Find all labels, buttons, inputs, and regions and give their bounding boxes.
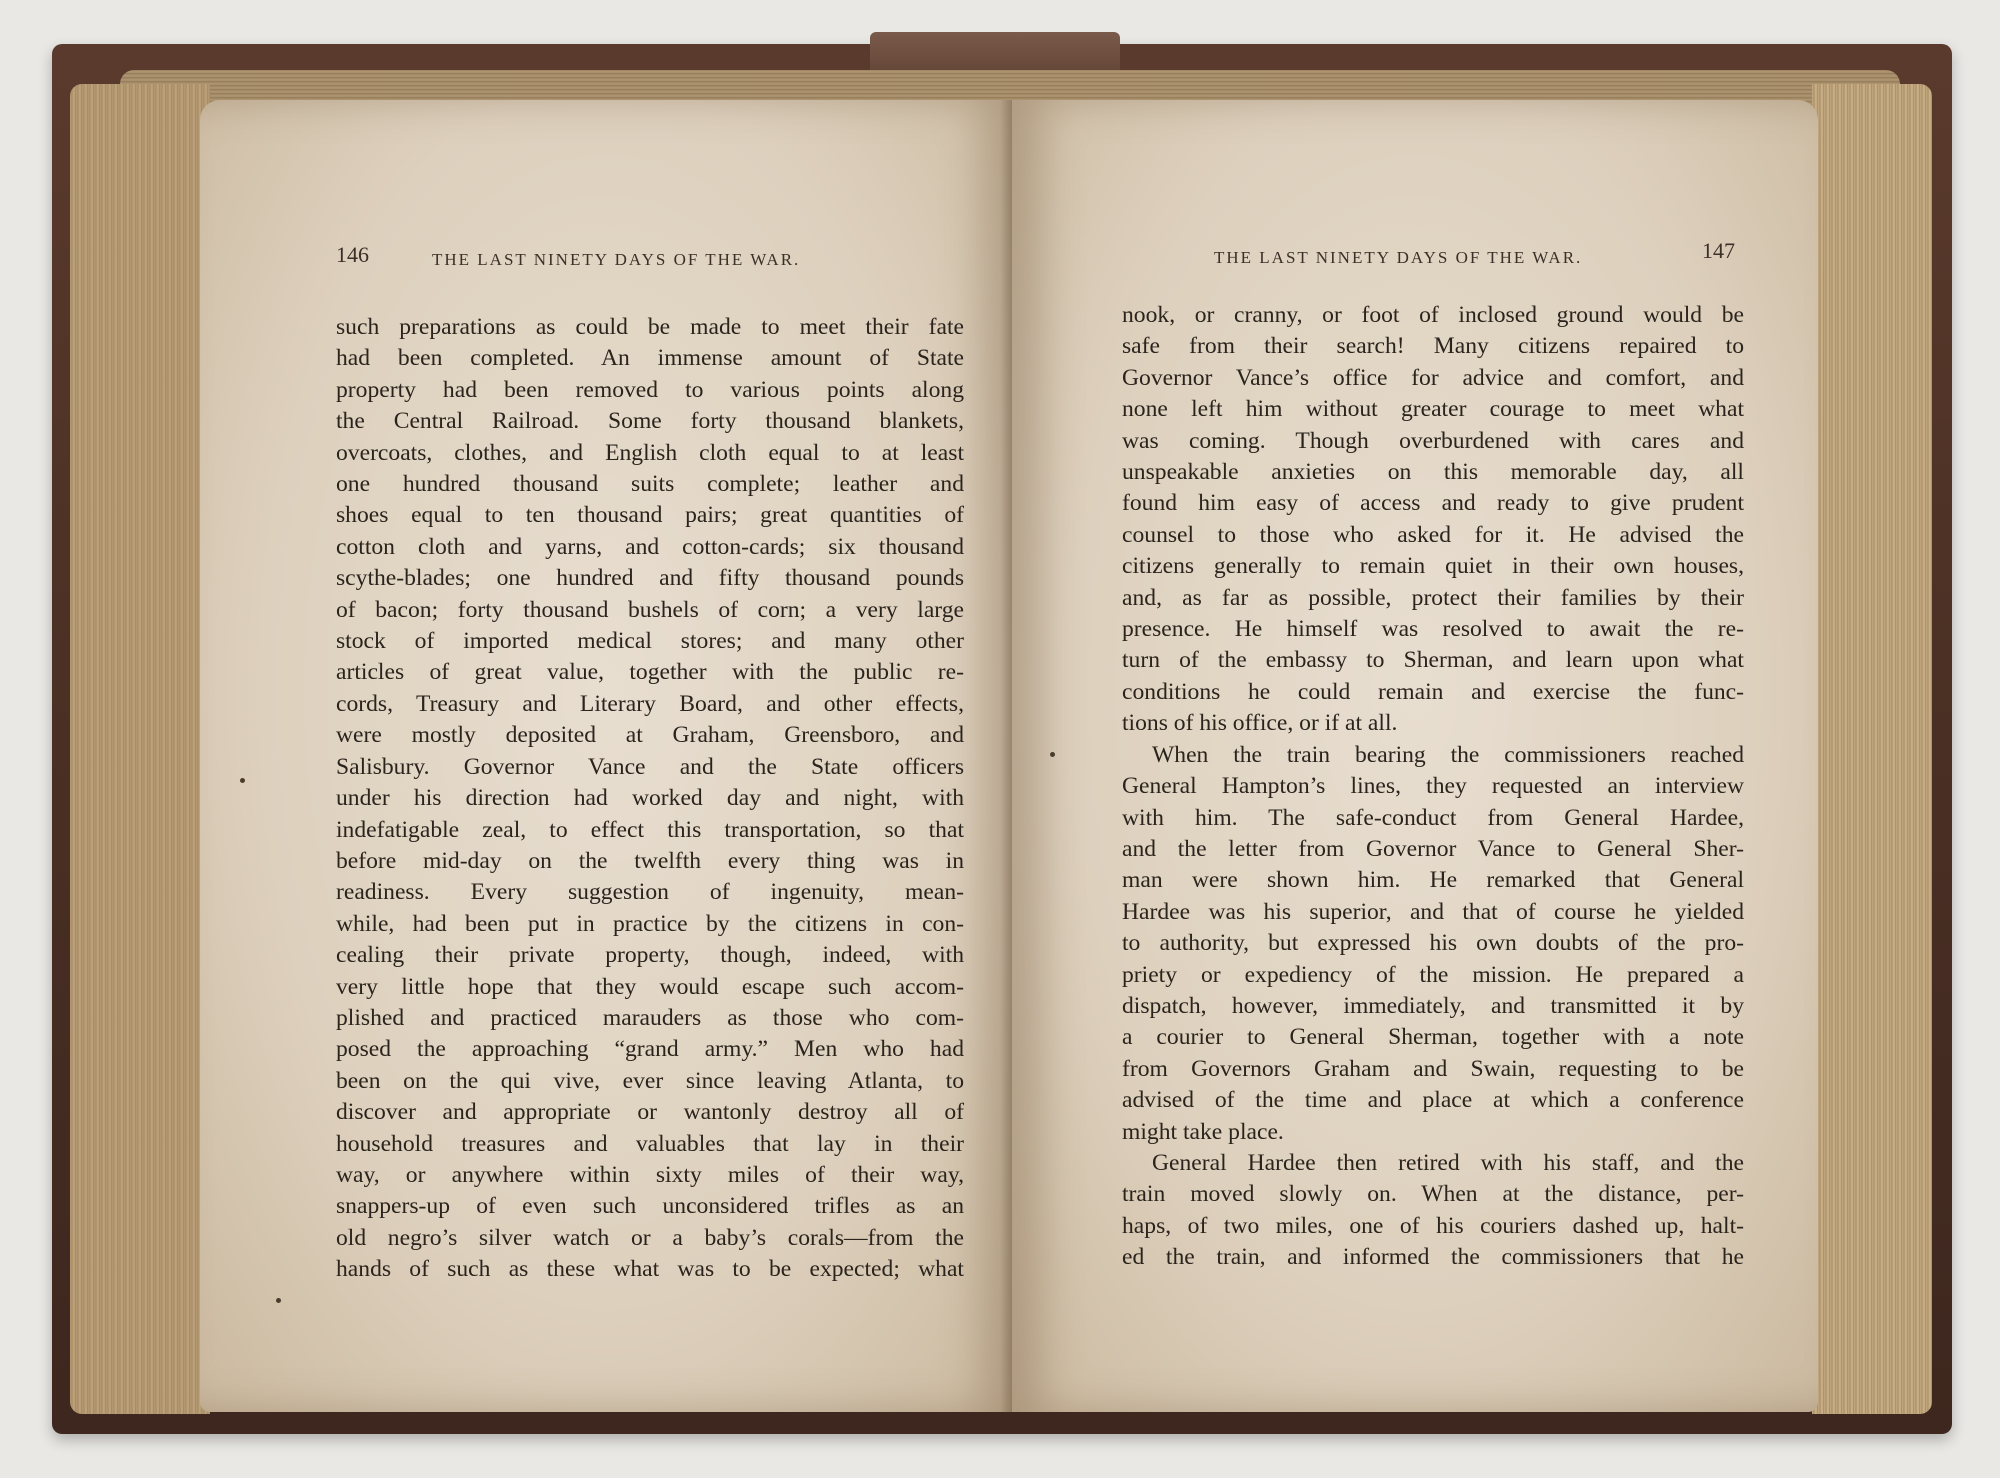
text-line: unspeakable anxieties on this memorable day, all xyxy=(1122,459,1744,486)
text-line: advised of the time and place at which a conference xyxy=(1122,1087,1744,1114)
text-line: way, or anywhere within sixty miles of their way, xyxy=(336,1161,964,1188)
text-line: might take place. xyxy=(1122,1118,1284,1145)
text-line: ed the train, and informed the commissioners that he xyxy=(1122,1244,1744,1271)
text-line: with him. The safe-conduct from General Hardee, xyxy=(1122,804,1744,831)
text-line: Salisbury. Governor Vance and the State officers xyxy=(336,753,964,780)
text-line: safe from their search! Many citizens repaired to xyxy=(1122,333,1744,360)
text-line: haps, of two miles, one of his couriers dashed up, halt- xyxy=(1122,1212,1744,1239)
text-line: cotton cloth and yarns, and cotton-cards; six thousand xyxy=(336,533,964,560)
text-line: cealing their private property, though, indeed, with xyxy=(336,942,964,969)
right-page-number: 147 xyxy=(1702,238,1735,263)
text-line: When the train bearing the commissioners reached xyxy=(1152,741,1744,768)
text-line: under his direction had worked day and night, with xyxy=(336,785,964,812)
text-line: shoes equal to ten thousand pairs; great quantities of xyxy=(336,502,964,529)
text-line: Governor Vance’s office for advice and comfort, and xyxy=(1122,364,1744,391)
text-line: posed the approaching “grand army.” Men who had xyxy=(336,1036,964,1063)
text-line: discover and appropriate or wantonly destroy all of xyxy=(336,1099,964,1126)
text-line: household treasures and valuables that lay in their xyxy=(336,1130,964,1157)
text-line: train moved slowly on. When at the distance, per- xyxy=(1122,1181,1744,1208)
text-line: none left him without greater courage to meet what xyxy=(1122,396,1744,423)
text-line: and, as far as possible, protect their families by their xyxy=(1122,584,1744,611)
text-line: presence. He himself was resolved to await the re- xyxy=(1122,616,1744,643)
text-line: one hundred thousand suits complete; leather and xyxy=(336,471,964,498)
text-line: indefatigable zeal, to effect this transportation, so that xyxy=(336,816,964,843)
text-line: before mid-day on the twelfth every thing was in xyxy=(336,847,964,874)
text-line: conditions he could remain and exercise the func- xyxy=(1122,678,1744,705)
text-line: overcoats, clothes, and English cloth equal to at least xyxy=(336,439,964,466)
text-line: man were shown him. He remarked that General xyxy=(1122,867,1744,894)
text-line: scythe-blades; one hundred and fifty thousand pounds xyxy=(336,565,964,592)
text-line: were mostly deposited at Graham, Greensboro, and xyxy=(336,722,964,749)
paper-speck xyxy=(276,1298,281,1303)
text-line: the Central Railroad. Some forty thousand blankets, xyxy=(336,408,964,435)
text-line: priety or expediency of the mission. He prepared a xyxy=(1122,961,1744,988)
text-line: dispatch, however, immediately, and transmitted it by xyxy=(1122,992,1744,1019)
text-line: hands of such as these what was to be expected; what xyxy=(336,1256,964,1283)
text-line: had been completed. An immense amount of State xyxy=(336,345,964,372)
text-line: while, had been put in practice by the citizens in con- xyxy=(336,910,964,937)
left-running-head: THE LAST NINETY DAYS OF THE WAR. xyxy=(432,250,801,269)
text-line: nook, or cranny, or foot of inclosed ground would be xyxy=(1122,302,1744,328)
left-page-number: 146 xyxy=(336,242,369,267)
text-line: to authority, but expressed his own doubts of the pro- xyxy=(1122,930,1744,957)
text-line: Hardee was his superior, and that of course he yielded xyxy=(1122,898,1744,925)
text-line: readiness. Every suggestion of ingenuity, mean- xyxy=(336,879,964,906)
text-line: such preparations as could be made to meet their fate xyxy=(336,314,964,340)
text-line: plished and practiced marauders as those who com- xyxy=(336,1004,964,1031)
text-line: was coming. Though overburdened with cares and xyxy=(1122,427,1744,454)
text-line: very little hope that they would escape such accom- xyxy=(336,973,964,1000)
paper-speck xyxy=(1050,752,1055,757)
text-line: property had been removed to various points along xyxy=(336,376,964,403)
text-line: tions of his office, or if at all. xyxy=(1122,710,1398,737)
text-line: citizens generally to remain quiet in their own houses, xyxy=(1122,553,1744,580)
text-line: cords, Treasury and Literary Board, and other effects, xyxy=(336,690,964,717)
text-line: been on the qui vive, ever since leaving Atlanta, to xyxy=(336,1067,964,1094)
left-page xyxy=(200,100,1012,1412)
text-line: from Governors Graham and Swain, requesting to be xyxy=(1122,1055,1744,1082)
left-page-body xyxy=(336,312,964,1286)
page-edges-left xyxy=(70,84,210,1414)
text-line: counsel to those who asked for it. He advised the xyxy=(1122,521,1744,548)
text-line: stock of imported medical stores; and many other xyxy=(336,628,964,655)
text-line: articles of great value, together with the public re- xyxy=(336,659,964,686)
page-edges-right xyxy=(1812,84,1932,1414)
paper-speck xyxy=(240,778,245,783)
text-line: snappers-up of even such unconsidered trifles as an xyxy=(336,1193,964,1220)
text-line: turn of the embassy to Sherman, and learn upon what xyxy=(1122,647,1744,674)
text-line: General Hardee then retired with his staff, and the xyxy=(1152,1149,1744,1176)
text-line: and the letter from Governor Vance to General Sher- xyxy=(1122,835,1744,862)
text-line: General Hampton’s lines, they requested an interview xyxy=(1122,773,1744,800)
right-page xyxy=(1012,100,1818,1412)
right-running-head: THE LAST NINETY DAYS OF THE WAR. xyxy=(1214,248,1583,267)
text-line: old negro’s silver watch or a baby’s corals—from the xyxy=(336,1224,964,1251)
text-line: found him easy of access and ready to give prudent xyxy=(1122,490,1744,517)
text-line: a courier to General Sherman, together with a note xyxy=(1122,1024,1744,1051)
right-page-body xyxy=(1122,300,1744,1274)
text-line: of bacon; forty thousand bushels of corn; a very large xyxy=(336,596,964,623)
